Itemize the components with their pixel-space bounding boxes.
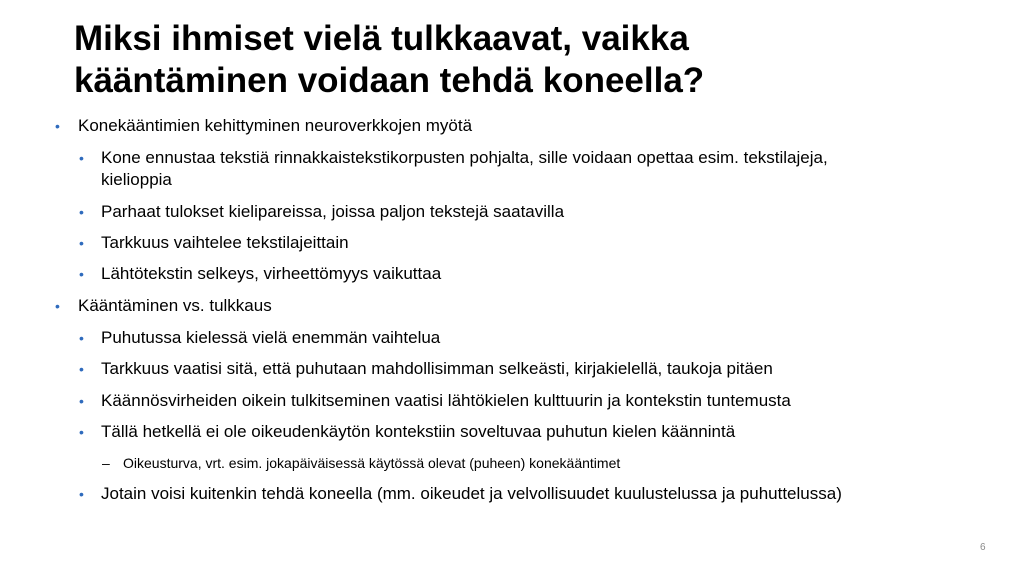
bullet-dot: • (79, 266, 84, 282)
bullet-text: Puhutussa kielessä vielä enemmän vaihtelua (101, 328, 441, 347)
bullet-level2-continuation (101, 169, 961, 191)
bullet-level2 (79, 358, 961, 380)
dash-marker: – (102, 455, 110, 471)
bullet-text: Konekääntimien kehittyminen neuroverkkojen myötä (78, 116, 473, 135)
bullet-level2 (79, 390, 961, 412)
bullet-level2 (79, 327, 961, 349)
bullet-dot: • (79, 486, 84, 502)
bullet-level2 (79, 421, 961, 443)
bullet-dot: • (79, 361, 84, 377)
bullet-level2 (79, 201, 961, 223)
bullet-text: Tarkkuus vaihtelee tekstilajeittain (101, 233, 349, 252)
bullet-text: Parhaat tulokset kielipareissa, joissa paljon tekstejä saatavilla (101, 202, 565, 221)
slide-title (74, 18, 954, 102)
bullet-text: Kone ennustaa tekstiä rinnakkaistekstikorpusten pohjalta, sille voidaan opettaa esim. tekstilajeja, (101, 148, 828, 167)
bullet-text: Oikeusturva, vrt. esim. jokapäiväisessä käytössä olevat (puheen) konekääntimet (123, 455, 621, 471)
bullet-text: Lähtötekstin selkeys, virheettömyys vaikuttaa (101, 264, 442, 283)
bullet-dot: • (79, 204, 84, 220)
bullet-level3 (102, 453, 943, 473)
bullet-text: Tarkkuus vaatisi sitä, että puhutaan mahdollisimman selkeästi, kirjakielellä, taukoja pitäen (101, 359, 773, 378)
page-number: 6 (980, 542, 986, 553)
bullet-level2 (79, 483, 961, 505)
bullet-text: Käännösvirheiden oikein tulkitseminen vaatisi lähtökielen kulttuurin ja kontekstin tuntemusta (101, 391, 791, 410)
bullet-dot: • (79, 393, 84, 409)
bullet-dot: • (79, 150, 84, 166)
bullet-text: Tällä hetkellä ei ole oikeudenkäytön kontekstiin soveltuvaa puhutun kielen käännintä (101, 422, 736, 441)
bullet-dot: • (79, 235, 84, 251)
bullet-text: kielioppia (101, 170, 172, 189)
bullet-level1 (55, 115, 958, 137)
bullet-dot: • (79, 424, 84, 440)
bullet-text: Jotain voisi kuitenkin tehdä koneella (mm. oikeudet ja velvollisuudet kuulustelussa ja puhuttelussa) (101, 484, 842, 503)
bullet-dot: • (79, 330, 84, 346)
slide-title-line-2: kääntäminen voidaan tehdä koneella? (74, 61, 705, 100)
bullet-text: Kääntäminen vs. tulkkaus (78, 296, 272, 315)
bullet-dot: • (55, 298, 60, 314)
slide-title-line-1: Miksi ihmiset vielä tulkkaavat, vaikka (74, 19, 689, 58)
bullet-level2 (79, 147, 961, 169)
bullet-level2 (79, 263, 961, 285)
bullet-level2 (79, 232, 961, 254)
bullet-dot: • (55, 118, 60, 134)
bullet-level1 (55, 295, 958, 317)
